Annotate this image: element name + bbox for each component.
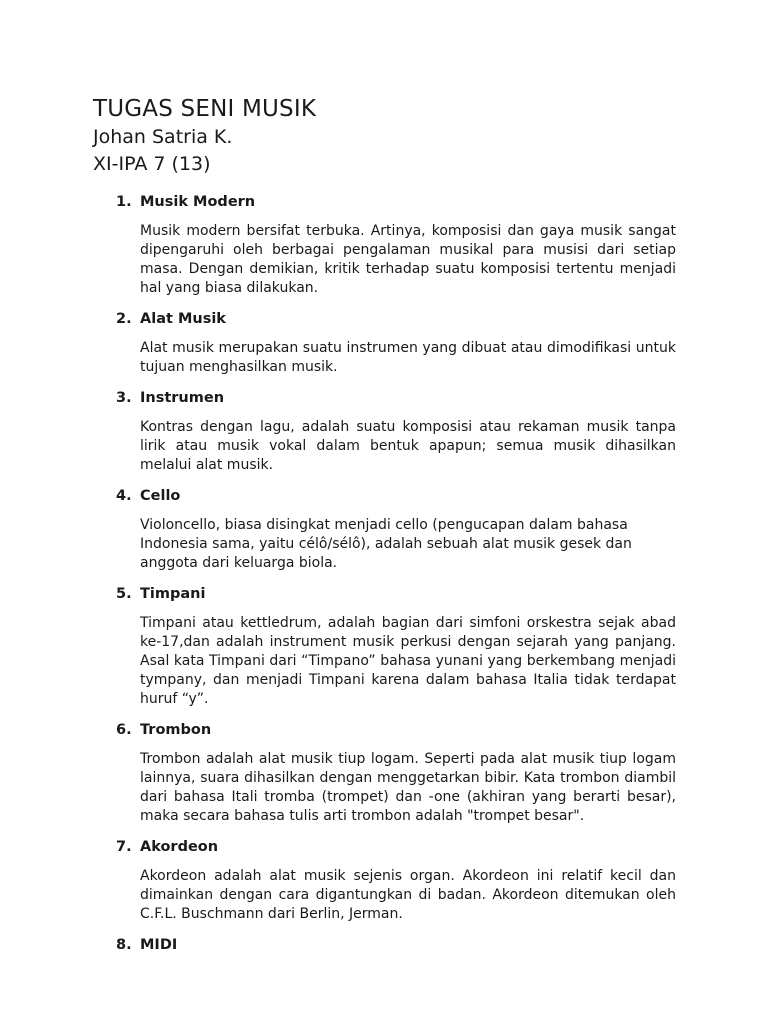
list-item (0, 933, 768, 957)
list-item-heading-row (0, 190, 768, 214)
list-item-heading-row (0, 582, 768, 606)
numbered-list (0, 190, 768, 957)
list-item-heading-row (0, 386, 768, 410)
list-item (0, 190, 768, 298)
list-item-number: 6. (116, 722, 132, 738)
list-item-heading: Akordeon (140, 839, 219, 855)
list-item-heading: Trombon (140, 722, 212, 738)
list-item-number: 7. (116, 839, 132, 855)
list-item-heading-row (0, 307, 768, 331)
list-item-number: 3. (116, 390, 132, 406)
list-item (0, 718, 768, 826)
list-item-heading: Cello (140, 488, 181, 504)
list-item-heading: Instrumen (140, 390, 225, 406)
list-item (0, 582, 768, 709)
list-item-text: Violoncello, biasa disingkat menjadi cello (pengucapan dalam bahasa Indonesia sama, yaitu célô/sélô), adalah sebuah alat musik gesek dan anggota dari keluarga biola. (140, 517, 632, 571)
list-item-number: 5. (116, 586, 132, 602)
list-item-text: Musik modern bersifat terbuka. Artinya, komposisi dan gaya musik sangat dipengaruhi oleh berbagai pengalaman musikal para musisi dari setiap masa. Dengan demikian, kritik terhadap suatu komposisi tertentu menjadi hal yang biasa dilakukan. (140, 223, 676, 296)
list-item (0, 386, 768, 475)
list-item-heading: Alat Musik (140, 311, 226, 327)
list-item-text: Kontras dengan lagu, adalah suatu komposisi atau rekaman musik tanpa lirik atau musik vokal dalam bentuk apapun; semua musik dihasilkan melalui alat musik. (140, 419, 676, 473)
list-item-heading: MIDI (140, 937, 178, 953)
list-item (0, 484, 768, 573)
list-item-heading-row (0, 484, 768, 508)
list-item-number: 8. (116, 937, 132, 953)
list-item (0, 307, 768, 377)
list-item-number: 2. (116, 311, 132, 327)
author-name: Johan Satria K. (93, 126, 233, 148)
list-item (0, 835, 768, 924)
document-header (93, 94, 316, 178)
list-item-number: 4. (116, 488, 132, 504)
class-label: XI-IPA 7 (13) (93, 153, 211, 175)
list-item-text: Trombon adalah alat musik tiup logam. Seperti pada alat musik tiup logam lainnya, suara dihasilkan dengan menggetarkan bibir. Kata trombon diambil dari bahasa Itali tromba (trompet) dan -one (akhiran yang berarti besar), maka secara bahasa tulis arti trombon adalah "trompet besar". (140, 751, 676, 824)
list-item-text: Timpani atau kettledrum, adalah bagian dari simfoni orskestra sejak abad ke-17,dan adalah instrument musik perkusi dengan sejarah yang panjang. Asal kata Timpani dari “Timpano” bahasa yunani yang berkembang menjadi tympany, dan menjadi Timpani karena dalam bahasa Italia tidak terdapat huruf “y”. (140, 615, 676, 707)
list-item-number: 1. (116, 194, 132, 210)
list-item-text: Akordeon adalah alat musik sejenis organ. Akordeon ini relatif kecil dan dimainkan dengan cara digantungkan di badan. Akordeon ditemukan oleh C.F.L. Buschmann dari Berlin, Jerman. (140, 868, 676, 922)
list-item-heading: Timpani (140, 586, 206, 602)
list-item-heading-row (0, 718, 768, 742)
page-title: TUGAS SENI MUSIK (93, 96, 317, 122)
list-item-heading-row (0, 933, 768, 957)
list-item-heading-row (0, 835, 768, 859)
list-item-text: Alat musik merupakan suatu instrumen yang dibuat atau dimodifikasi untuk tujuan menghasilkan musik. (140, 340, 676, 375)
list-item-heading: Musik Modern (140, 194, 256, 210)
